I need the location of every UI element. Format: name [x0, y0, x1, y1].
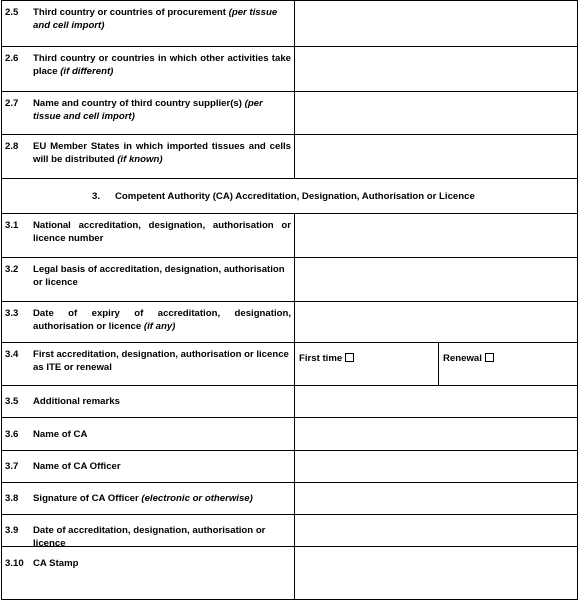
row-label-cell	[2, 451, 295, 482]
row-label: Date of expiry of accreditation, designation, authorisation or licence (if any)	[33, 308, 291, 332]
form-row-3-10	[2, 546, 577, 599]
row-label-cell	[2, 47, 295, 91]
row-note: (if different)	[60, 65, 114, 77]
row-label: Date of accreditation, designation, authorisation or licence	[33, 525, 266, 549]
row-note: (per tissue and cell import)	[33, 7, 278, 31]
row-label-cell	[2, 1, 295, 46]
form-row-3-4	[2, 342, 577, 385]
form-row-3-2	[2, 257, 577, 301]
first-time-label: First time	[299, 353, 343, 364]
row-label: National accreditation, designation, authorisation or licence number	[33, 220, 291, 244]
first-time-checkbox[interactable]	[345, 353, 354, 362]
row-number: 3.9	[5, 525, 19, 536]
row-label-cell	[2, 302, 295, 342]
ca-officer-name-field[interactable]	[295, 451, 577, 482]
form-row-2-7	[2, 91, 577, 134]
renewal-checkbox[interactable]	[485, 353, 494, 362]
form-row-3-1	[2, 213, 577, 257]
row-number: 3.10	[5, 558, 24, 569]
row-label: CA Stamp	[33, 558, 79, 569]
row-label-cell	[2, 214, 295, 257]
legal-basis-field[interactable]	[295, 258, 577, 301]
form-row-2-6	[2, 46, 577, 91]
section-number: 3.	[92, 191, 101, 202]
accreditation-number-field[interactable]	[295, 214, 577, 257]
row-number: 3.6	[5, 429, 19, 440]
form-row-3-8	[2, 482, 577, 514]
ca-stamp-field[interactable]	[295, 547, 577, 599]
row-label-cell	[2, 92, 295, 134]
row-label-cell	[2, 135, 295, 178]
row-label-cell	[2, 483, 295, 514]
row-label-cell	[2, 515, 295, 549]
procurement-country-field[interactable]	[295, 1, 577, 46]
ca-officer-signature-field[interactable]	[295, 483, 577, 514]
section-title: Competent Authority (CA) Accreditation, Designation, Authorisation or Licence	[115, 191, 475, 202]
row-number: 3.8	[5, 493, 19, 504]
row-label: Third country or countries of procurement (per tissue and cell import)	[33, 7, 278, 31]
row-number: 2.7	[5, 98, 19, 109]
row-number: 3.3	[5, 308, 19, 319]
row-note: (if any)	[143, 320, 176, 332]
first-time-option	[299, 353, 354, 364]
supplier-name-country-field[interactable]	[295, 92, 577, 134]
row-label-cell	[2, 418, 295, 450]
row-label-cell	[2, 547, 295, 599]
row-label: Name of CA Officer	[33, 461, 121, 472]
row-note: (per tissue and cell import)	[33, 98, 263, 122]
row-number: 3.1	[5, 220, 19, 231]
form-row-3-5	[2, 385, 577, 417]
row-label-cell	[2, 343, 295, 385]
form-row-2-8	[2, 134, 577, 178]
row-label-cell	[2, 386, 295, 417]
ca-name-field[interactable]	[295, 418, 577, 450]
row-label: Name of CA	[33, 429, 88, 440]
row-number: 3.5	[5, 396, 19, 407]
row-label: Third country or countries in which other activities take place (if different)	[33, 53, 291, 77]
row-number: 3.4	[5, 349, 19, 360]
form-row-3-3	[2, 301, 577, 342]
application-form-table	[1, 0, 578, 600]
distribution-member-states-field[interactable]	[295, 135, 577, 178]
other-activities-country-field[interactable]	[295, 47, 577, 91]
row-label: Signature of CA Officer (electronic or otherwise)	[33, 493, 253, 504]
first-time-option-cell	[295, 343, 439, 385]
row-number: 3.2	[5, 264, 19, 275]
row-number: 2.8	[5, 141, 19, 152]
form-row-3-9	[2, 514, 577, 549]
row-label: Legal basis of accreditation, designation, authorisation or licence	[33, 264, 285, 288]
accreditation-date-field[interactable]	[295, 515, 577, 546]
row-label-cell	[2, 258, 295, 301]
row-note: (if known)	[117, 153, 163, 165]
renewal-option-cell	[439, 343, 577, 385]
row-label: Name and country of third country supplier(s) (per tissue and cell import)	[33, 98, 263, 122]
section-heading	[2, 179, 577, 213]
row-number: 3.7	[5, 461, 19, 472]
form-row-2-5	[2, 1, 577, 46]
form-row-3-7	[2, 450, 577, 482]
additional-remarks-field[interactable]	[295, 386, 577, 417]
row-label: EU Member States in which imported tissues and cells will be distributed (if known)	[33, 141, 291, 165]
renewal-option	[443, 353, 494, 364]
row-note: (electronic or otherwise)	[141, 493, 253, 504]
row-label: Additional remarks	[33, 396, 120, 407]
expiry-date-field[interactable]	[295, 302, 577, 342]
row-number: 2.5	[5, 7, 19, 18]
form-row-3-6	[2, 417, 577, 450]
section-3-heading-row	[2, 178, 577, 213]
renewal-label: Renewal	[443, 353, 482, 364]
row-number: 2.6	[5, 53, 19, 64]
row-label: First accreditation, designation, authorisation or licence as ITE or renewal	[33, 349, 289, 373]
